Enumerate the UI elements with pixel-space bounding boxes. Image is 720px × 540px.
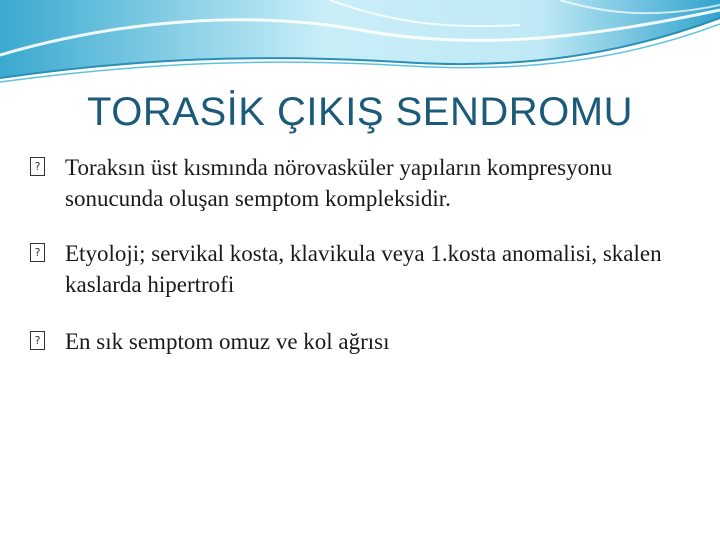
missing-glyph-icon: ? [30,331,45,350]
bullet-list [30,152,670,381]
missing-glyph-icon: ? [30,243,45,262]
bullet-item [30,326,670,357]
bullet-item [30,152,670,214]
missing-glyph-icon: ? [30,157,45,176]
bullet-text: Toraksın üst kısmında nörovasküler yapıların kompresyonu sonucunda oluşan semptom kompleksidir. [65,155,613,211]
bullet-text: Etyoloji; servikal kosta, klavikula veya 1.kosta anomalisi, skalen kaslarda hipertrofi [65,241,662,297]
slide-title: TORASİK ÇIKIŞ SENDROMU [87,90,633,134]
header-wave-decoration [0,0,720,95]
bullet-item [30,238,670,300]
bullet-text: En sık semptom omuz ve kol ağrısı [65,329,390,354]
